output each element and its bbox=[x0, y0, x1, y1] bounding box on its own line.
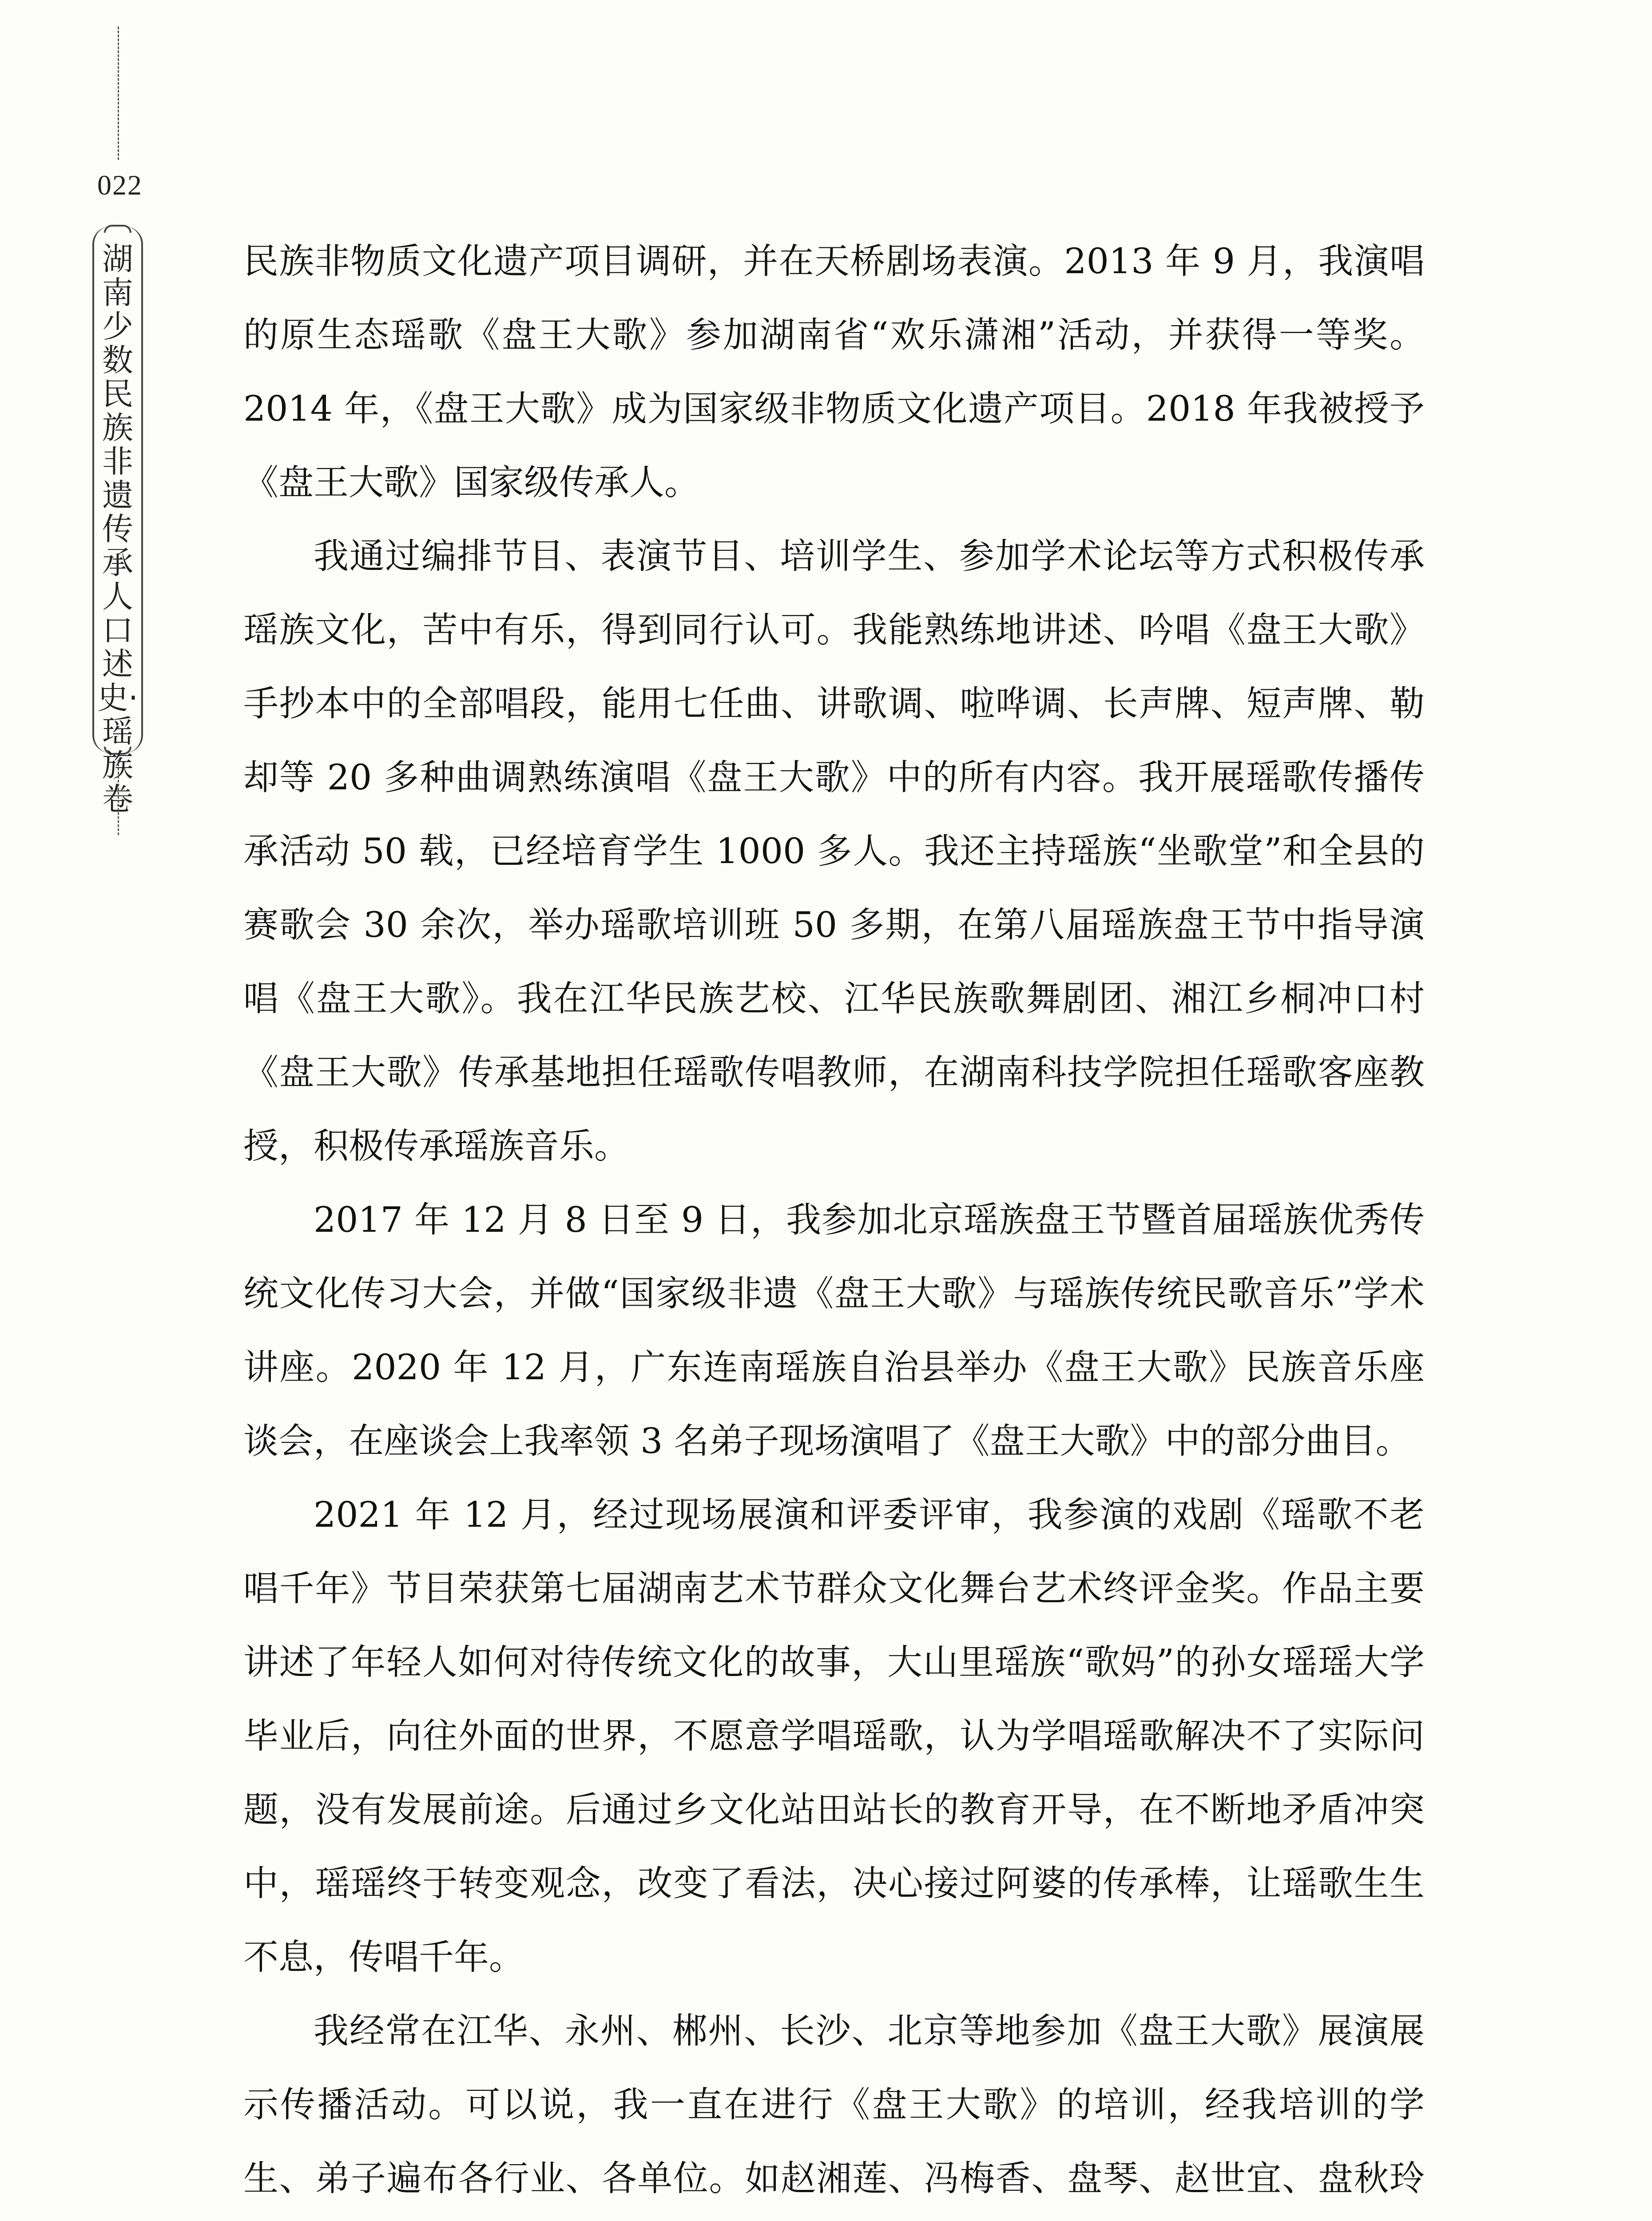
margin-dashed-rule-bottom bbox=[118, 760, 119, 835]
running-header-title: 湖南少数民族非遗传承人口述史·瑶族卷 bbox=[97, 241, 139, 817]
paragraph: 我经常在江华、永州、郴州、长沙、北京等地参加《盘王大歌》展演展示传播活动。可以说，我一直在进行《盘王大歌》的培训，经我培训的学生、弟子遍布各行业、各单位。如赵湘莲、冯梅香、盘琴、赵世宜、盘秋玲 bbox=[243, 2010, 1425, 2199]
main-text-block bbox=[243, 224, 1425, 2221]
margin-dashed-rule-top bbox=[118, 27, 119, 160]
page-number: 022 bbox=[97, 169, 143, 201]
paragraph: 2017 年 12 月 8 日至 9 日，我参加北京瑶族盘王节暨首届瑶族优秀传统文化传习大会，并做“国家级非遗《盘王大歌》与瑶族传统民歌音乐”学术讲座。2020 年 12 月，广东连南瑶族自治县举办《盘王大歌》民族音乐座谈会，在座谈会上我率领 3 名弟子现场演唱了《盘王大歌》中的部分曲目。 bbox=[243, 1199, 1425, 1461]
paragraph: 2021 年 12 月，经过现场展演和评委评审，我参演的戏剧《瑶歌不老唱千年》节目荣获第七届湖南艺术节群众文化舞台艺术终评金奖。作品主要讲述了年轻人如何对待传统文化的故事，大山里瑶族“歌妈”的孙女瑶瑶大学毕业后，向往外面的世界，不愿意学唱瑶歌，认为学唱瑶歌解决不了实际问题，没有发展前途。后通过乡文化站田站长的教育开导，在不断地矛盾冲突中，瑶瑶终于转变观念，改变了看法，决心接过阿婆的传承棒，让瑶歌生生不息，传唱千年。 bbox=[243, 1494, 1425, 1978]
paragraph-continued: 民族非物质文化遗产项目调研，并在天桥剧场表演。2013 年 9 月，我演唱的原生态瑶歌《盘王大歌》参加湖南省“欢乐潇湘”活动，并获得一等奖。2014 年，《盘王大歌》成为国家级非物质文化遗产项目。2018 年我被授予《盘王大歌》国家级传承人。 bbox=[243, 241, 1425, 503]
paragraph: 我通过编排节目、表演节目、培训学生、参加学术论坛等方式积极传承瑶族文化，苦中有乐，得到同行认可。我能熟练地讲述、吟唱《盘王大歌》手抄本中的全部唱段，能用七任曲、讲歌调、啦哗调、长声牌、短声牌、勒却等 20 多种曲调熟练演唱《盘王大歌》中的所有内容。我开展瑶歌传播传承活动 50 载，已经培育学生 1000 多人。我还主持瑶族“坐歌堂”和全县的赛歌会 30 余次，举办瑶歌培训班 50 多期，在第八届瑶族盘王节中指导演唱《盘王大歌》。我在江华民族艺校、江华民族歌舞剧团、湘江乡桐冲口村《盘王大歌》传承基地担任瑶歌传唱教师，在湖南科技学院担任瑶歌客座教授，积极传承瑶族音乐。 bbox=[243, 536, 1425, 1166]
